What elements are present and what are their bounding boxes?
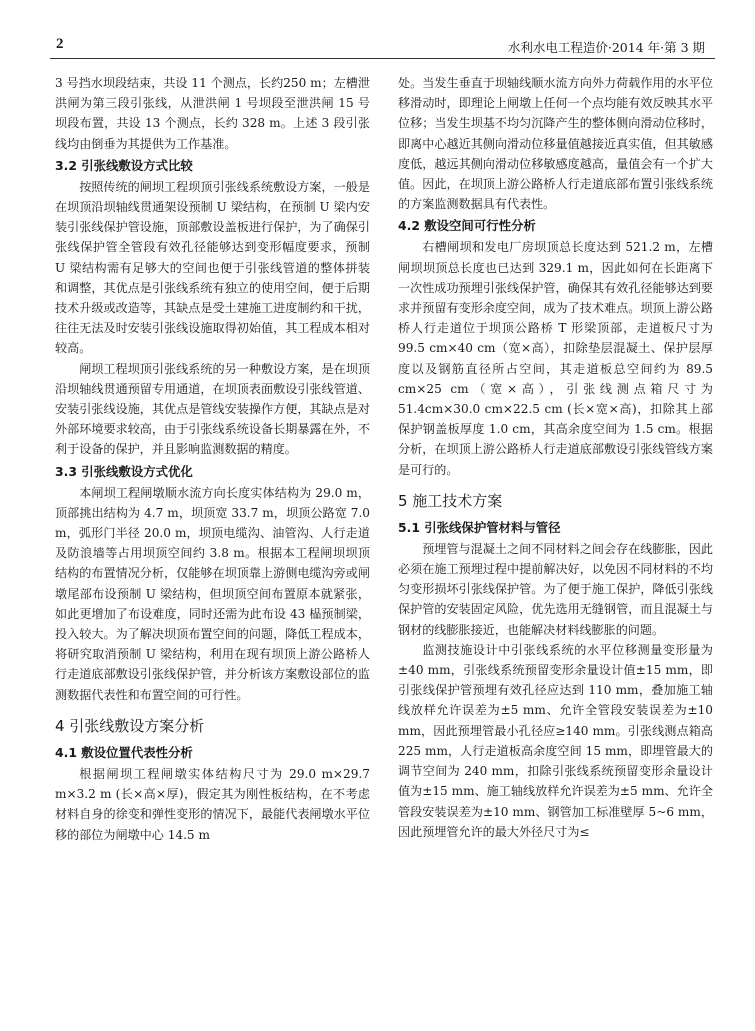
right-column	[398, 73, 713, 842]
section-heading-4-1: 4.1 敷设位置代表性分析	[55, 744, 193, 760]
paragraph: 预埋管与混凝土之间不同材料之间会存在线膨胀，因此必须在施工预埋过程中提前解决好，以免因不同材料的不均匀变形损坏引张线保护管。为了便于施工保护，降低引张线保护管的安装固定风险，优先选用无缝钢管，而且混凝土与钢材的线膨胀接近，也能解决材料线膨胀的问题。	[398, 541, 713, 637]
paragraph: 根据闸坝工程闸墩实体结构尺寸为 29.0 m×29.7 m×3.2 m (长×高×厚)，假定其为刚性板结构，在不考虑材料自身的徐变和弹性变形的情况下，最能代表闸墩水平位移的部位为闸墩中心 14.5 m	[55, 766, 370, 842]
section-heading-4: 4 引张线敷设方案分析	[55, 716, 205, 735]
section-heading-4-2: 4.2 敷设空间可行性分析	[398, 218, 536, 234]
section-heading-3-2: 3.2 引张线敷设方式比较	[55, 157, 193, 173]
section-heading-5-1: 5.1 引张线保护管材料与管径	[398, 519, 561, 535]
running-header	[50, 34, 715, 59]
left-column	[55, 73, 370, 845]
paragraph: 监测技施设计中引张线系统的水平位移测量变形量为±40 mm，引张线系统预留变形余量设计值±15 mm，即引张线保护管预埋有效孔径应达到 110 mm，叠加施工轴线放样允许误差为±5 mm、允许全管段安装误差为±10 mm，因此预埋管最小孔径应≥140 mm。引张线测点箱高 225 mm，人行走道板高余度空间 15 mm，即埋管最大的调节空间为 240 mm，扣除引张线系统预留变形余量设计值为±15 mm、施工轴线放样允许误差为±5 mm、允许全管段安装误差为±10 mm、钢管加工标准壁厚 5~6 mm，因此预埋管允许的最大外径尺寸为≤	[398, 642, 713, 839]
section-heading-3-3: 3.3 引张线敷设方式优化	[55, 463, 193, 479]
paragraph: 本闸坝工程闸墩顺水流方向长度实体结构为 29.0 m，顶部挑出结构为 4.7 m，坝顶宽 33.7 m，坝顶公路宽 7.0 m，弧形门半径 20.0 m，坝顶电缆沟、油管沟、人行走道及防浪墙等占用坝顶空间约 3.8 m。根据本工程闸坝坝顶结构的布置情况分析，仅能够在坝顶靠上游侧电缆沟旁或闸墩尾部布设预制 U 梁结构，但坝顶空间布置原本就紧张，如此更增加了布设难度，同时还需为此布设 43 榀预制梁，投入较大。为了解决坝顶布置空间的问题，降低工程成本，将研究取消预制 U 梁结构，利用在现有坝顶上游公路桥人行走道底部敷设引张线保护管，并分析该方案敷设部位的监测数据代表性和布置空间的可行性。	[55, 485, 370, 702]
paragraph: 闸坝工程坝顶引张线系统的另一种敷设方案，是在坝顶沿坝轴线贯通预留专用通道，在坝顶表面敷设引张线管道、安装引张线设施，其优点是管线安装操作方便，其缺点是对外部环境要求较高，由于引张线系统设备长期暴露在外，不利于设备的保护，并且影响监测数据的精度。	[55, 361, 370, 457]
paragraph: 3 号挡水坝段结束，共设 11 个测点，长约250 m；左槽泄洪闸为第三段引张线，从泄洪闸 1 号坝段至泄洪闸 15 号坝段布置，共设 13 个测点，长约 328 m。上述 3 段引张线均由倒垂为其提供为工作基准。	[55, 76, 370, 151]
paragraph: 处。当发生垂直于坝轴线顺水流方向外力荷载作用的水平位移滑动时，即理论上闸墩上任何一个点均能有效反映其水平位移；当发生坝基不均匀沉降产生的整体侧向滑动位移时，即离中心越近其侧向滑动位移量值越接近真实值，但其敏感度低，越远其侧向滑动位移敏感度越高，量值会有一个扩大值。因此，在坝顶上游公路桥人行走道底部布置引张线系统的方案监测数据具有代表性。	[398, 76, 713, 212]
page-number: 2	[56, 36, 64, 52]
paragraph: 按照传统的闸坝工程坝顶引张线系统敷设方案，一般是在坝顶沿坝轴线贯通架设预制 U 梁结构，在预制 U 梁内安装引张线保护管设施，顶部敷设盖板进行保护，为了确保引张线保护管全管段有效孔径能够达到变形幅度要求，预制 U 梁结构需有足够大的空间也便于引张线管道的整体拼装和调整，其优点是引张线系统有独立的使用空间，便于后期技术升级或改造等，其缺点是受土建施工进度制约和干扰，往往无法及时安装引张线设施取得初始值，其工程成本相对较高。	[55, 179, 370, 356]
paragraph: 右槽闸坝和发电厂房坝顶总长度达到 521.2 m，左槽闸坝坝顶总长度也已达到 329.1 m，因此如何在长距离下一次性成功预埋引张线保护管，确保其有效孔径能够达到要求并预留有变形余度空间，成为了技术难点。坝顶上游公路桥人行走道位于坝顶公路桥 T 形梁顶部，走道板尺寸为 99.5 cm×40 cm（宽×高），扣除垫层混凝土、保护层厚度以及钢筋直径所占空间，其走道板总空间约为 89.5 cm×25 cm（宽×高），引张线测点箱尺寸为 51.4cm×30.0 cm×22.5 cm (长×宽×高)，扣除其上部保护钢盖板厚度 1.0 cm，其高余度空间为 1.5 cm。根据分析，在坝顶上游公路桥人行走道底部敷设引张线管线方案是可行的。	[398, 240, 713, 477]
section-heading-5: 5 施工技术方案	[398, 491, 503, 510]
journal-title: 水利水电工程造价·2014 年·第 3 期	[507, 40, 705, 55]
